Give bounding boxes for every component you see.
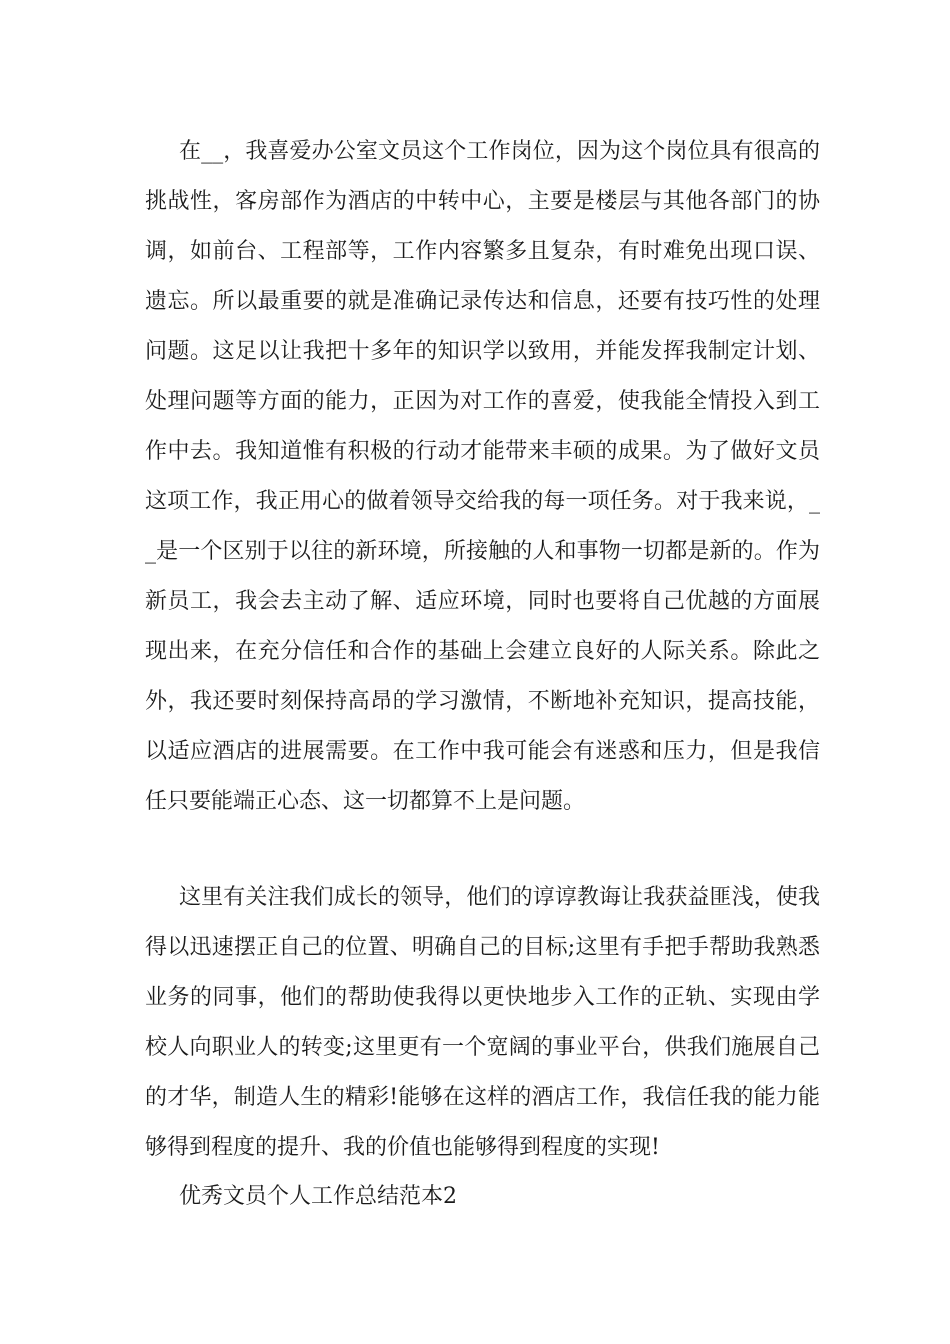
- paragraph-text: 这里有关注我们成长的领导，他们的谆谆教诲让我获益匪浅，使我得以迅速摆正自己的位置、明确自己的目标;这里有手把手帮助我熟悉业务的同事，他们的帮助使我得以更快地步入工作的正轨、实现由学校人向职业人的转变;这里更有一个宽阔的事业平台，供我们施展自己的才华，制造人生的精彩!能够在这样的酒店工作，我信任我的能力能够得到程度的提升、我的价值也能够得到程度的实现!: [145, 885, 820, 1160]
- paragraph-text: 在__，我喜爱办公室文员这个工作岗位，因为这个岗位具有很高的挑战性，客房部作为酒店的中转中心，主要是楼层与其他各部门的协调，如前台、工程部等，工作内容繁多且复杂，有时难免出现口误、遗忘。所以最重要的就是准确记录传达和信息，还要有技巧性的处理问题。这足以让我把十多年的知识学以致用，并能发挥我制定计划、处理问题等方面的能力，正因为对工作的喜爱，使我能全情投入到工作中去。我知道惟有积极的行动才能带来丰硕的成果。为了做好文员这项工作，我正用心的做着领导交给我的每一项任务。对于我来说，__是一个区别于以往的新环境，所接触的人和事物一切都是新的。作为新员工，我会去主动了解、适应环境，同时也要将自己优越的方面展现出来，在充分信任和合作的基础上会建立良好的人际关系。除此之外，我还要时刻保持高昂的学习激情，不断地补充知识，提高技能，以适应酒店的进展需要。在工作中我可能会有迷惑和压力，但是我信任只要能端正心态、这一切都算不上是问题。: [145, 139, 820, 814]
- section-heading: [145, 1172, 820, 1222]
- body-paragraph: [145, 873, 820, 1173]
- section-heading-text: 优秀文员个人工作总结范本2: [179, 1184, 457, 1209]
- body-paragraph: [145, 127, 820, 827]
